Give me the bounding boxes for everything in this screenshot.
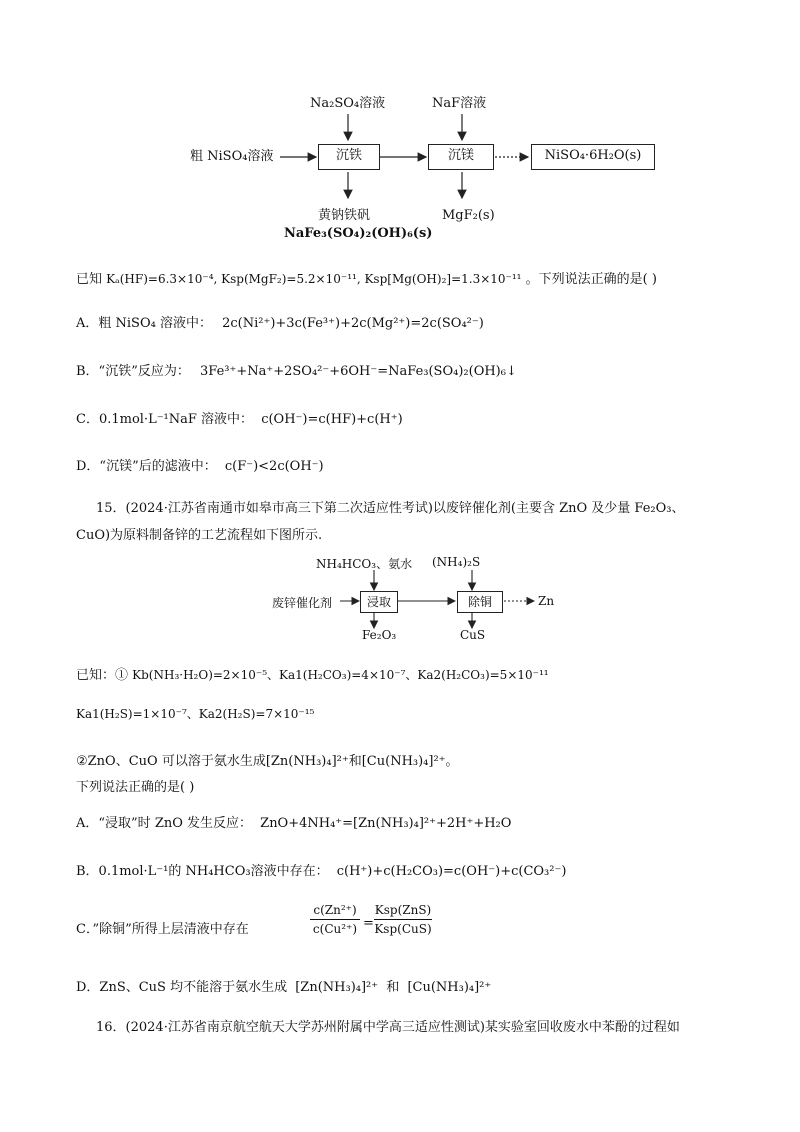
q14-option-c-formula: c(OH⁻)=c(HF)+c(H⁺)	[261, 412, 403, 427]
flow2-output-fe2o3: Fe₂O₃	[362, 628, 397, 642]
q16-stem: 16．(2024·江苏省南京航空航天大学苏州附属中学高三适应性测试)某实验室回收废水中苯酚的过程如	[96, 1020, 680, 1035]
q14-known-prefix: 已知	[76, 272, 103, 287]
q15-option-c-ksp-zns: Ksp(ZnS)	[374, 903, 432, 920]
flow1-input-naf: NaF溶液	[432, 96, 487, 111]
q14-option-d-text: D．“沉镁”后的滤液中：	[76, 459, 217, 474]
flow1-output-jarosite-name: 黄钠铁矾	[318, 208, 371, 223]
q15-known-1-constants: Kb(NH₃·H₂O)=2×10⁻⁵、Ka1(H₂CO₃)=4×10⁻⁷、Ka2(H₂CO₃)=5×10⁻¹¹	[132, 668, 549, 682]
q15-question: 下列说法正确的是( )	[76, 780, 195, 795]
q15-option-c-numerator: c(Zn²⁺)	[310, 903, 360, 920]
flow2-input-reagent-1: NH₄HCO₃、氨水	[316, 557, 413, 571]
q15-option-d-formula-1: [Zn(NH₃)₄]²⁺	[295, 980, 379, 995]
q15-option-c-equals: =	[363, 916, 374, 931]
q15-known-1-line2: Ka1(H₂S)=1×10⁻⁷、Ka2(H₂S)=7×10⁻¹⁵	[76, 707, 315, 721]
q15-option-b-formula: c(H⁺)+c(H₂CO₃)=c(OH⁻)+c(CO₃²⁻)	[336, 864, 567, 879]
q15-option-d-formula-2: [Cu(NH₃)₄]²⁺	[407, 980, 492, 995]
q15-option-d-and: 和	[386, 980, 400, 995]
flow1-output-jarosite-formula: NaFe₃(SO₄)₂(OH)₆(s)	[284, 226, 433, 241]
q14-option-a-formula: 2c(Ni²⁺)+3c(Fe³⁺)+2c(Mg²⁺)=2c(SO₄²⁻)	[222, 316, 484, 331]
flow2-box-copper-removal: 除铜	[457, 591, 503, 613]
flow2-input-reagent-2: (NH₄)₂S	[432, 555, 481, 569]
q15-known-1-prefix: 已知：①	[76, 668, 129, 683]
flow2-input-waste-catalyst: 废锌催化剂	[272, 596, 333, 610]
flow1-box-magnesium-removal: 沉镁	[428, 144, 494, 170]
flow1-box-iron-removal: 沉铁	[318, 144, 380, 170]
q15-option-c-ksp-cus: Ksp(CuS)	[374, 922, 432, 936]
q14-option-d-formula: c(F⁻)<2c(OH⁻)	[224, 459, 324, 474]
q14-option-b	[76, 360, 517, 379]
q14-option-a	[76, 312, 484, 331]
q15-option-a-text: A．“浸取”时 ZnO 发生反应：	[76, 816, 253, 831]
q15-option-c-fraction-1	[310, 903, 360, 936]
q15-known-2: ②ZnO、CuO 可以溶于氨水生成[Zn(NH₃)₄]²⁺和[Cu(NH₃)₄]²⁺。	[76, 754, 459, 769]
q15-option-c-fraction-2	[374, 903, 432, 936]
flow2-output-cus: CuS	[460, 628, 486, 642]
q15-known-1	[76, 664, 549, 683]
q15-option-b-text: B．0.1mol·L⁻¹的 NH₄HCO₃溶液中存在：	[76, 864, 329, 879]
q14-option-c-text: C．0.1mol·L⁻¹NaF 溶液中：	[76, 412, 254, 427]
q14-option-b-text: B．“沉铁”反应为：	[76, 364, 190, 379]
q15-option-c-denominator: c(Cu²⁺)	[312, 922, 358, 936]
q14-option-c	[76, 408, 403, 427]
q15-option-a-formula: ZnO+4NH₄⁺=[Zn(NH₃)₄]²⁺+2H⁺+H₂O	[260, 816, 512, 831]
q14-option-d	[76, 455, 324, 474]
q15-stem-line2: CuO)为原料制备锌的工艺流程如下图所示.	[76, 528, 323, 543]
flow1-output-mgf2: MgF₂(s)	[442, 208, 495, 223]
q15-option-c-text: C．”除铜”所得上层清液中存在	[76, 922, 249, 937]
q14-question: 。下列说法正确的是( )	[525, 272, 657, 287]
q14-option-b-formula: 3Fe³⁺+Na⁺+2SO₄²⁻+6OH⁻=NaFe₃(SO₄)₂(OH)₆↓	[200, 364, 517, 379]
q15-option-a	[76, 812, 511, 831]
q14-known-constants: Kₐ(HF)=6.3×10⁻⁴, Ksp(MgF₂)=5.2×10⁻¹¹, Ksp[Mg(OH)₂]=1.3×10⁻¹¹	[106, 272, 522, 286]
q14-option-a-text: A．粗 NiSO₄ 溶液中：	[76, 316, 212, 331]
q15-stem-line1: 15．(2024·江苏省南通市如皋市高三下第二次适应性考试)以废锌催化剂(主要含 ZnO 及少量 Fe₂O₃、	[96, 501, 685, 516]
flow1-input-na2so4: Na₂SO₄溶液	[310, 96, 386, 111]
flow1-box-product: NiSO₄·6H₂O(s)	[531, 144, 655, 170]
q15-option-b	[76, 860, 566, 879]
q15-option-d-text: D．ZnS、CuS 均不能溶于氨水生成	[76, 980, 288, 995]
flow2-box-leaching: 浸取	[360, 591, 398, 613]
q15-option-d	[76, 976, 491, 995]
flow2-output-zn: Zn	[538, 594, 555, 608]
flow1-input-crude-niso4: 粗 NiSO₄溶液	[190, 149, 274, 164]
q14-known-line	[76, 268, 657, 287]
